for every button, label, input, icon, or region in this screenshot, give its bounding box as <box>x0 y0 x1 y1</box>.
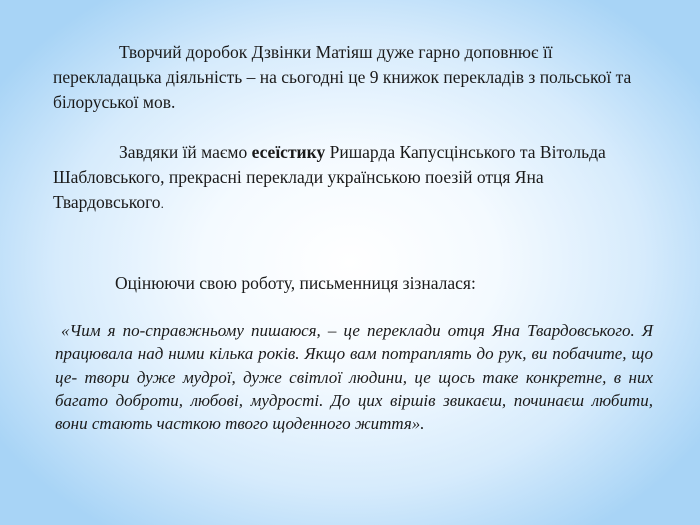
author-quote-text: «Чим я по-справжньому пишаюся, – це переклади отця Яна Твардовського. Я працювала над ними кілька років. Якщо вам потраплять до рук, ви побачите, що це- твори дуже мудрої, дуже світлої людини, це щось таке конкретне, в них багато доброти, любові, мудрості. До цих віршів звикаєш, починаєш любити, вони стають часткою твого щоденного життя». <box>55 321 653 434</box>
intro-line: Оцінюючи свою роботу, письменниця зізналася: <box>115 273 476 293</box>
author-quote <box>55 319 653 435</box>
paragraph-translations-list <box>53 140 613 216</box>
bold-term-essayistics: есеїстику <box>251 142 326 162</box>
paragraph-translation-work <box>53 40 663 115</box>
trailing-period: . <box>160 196 164 211</box>
paragraph-translations-text-end: Ришарда Капусцінського та Вітольда Шабловського, прекрасні переклади українською поезій отця Яна Твардовського <box>53 142 606 212</box>
paragraph-translations-text-start: Завдяки їй маємо <box>119 142 252 162</box>
paragraph-translation-work-text: Творчий доробок Дзвінки Матіяш дуже гарно доповнює її перекладацька діяльність – на сьогодні це 9 книжок перекладів з польської та білоруської мов. <box>53 42 632 112</box>
